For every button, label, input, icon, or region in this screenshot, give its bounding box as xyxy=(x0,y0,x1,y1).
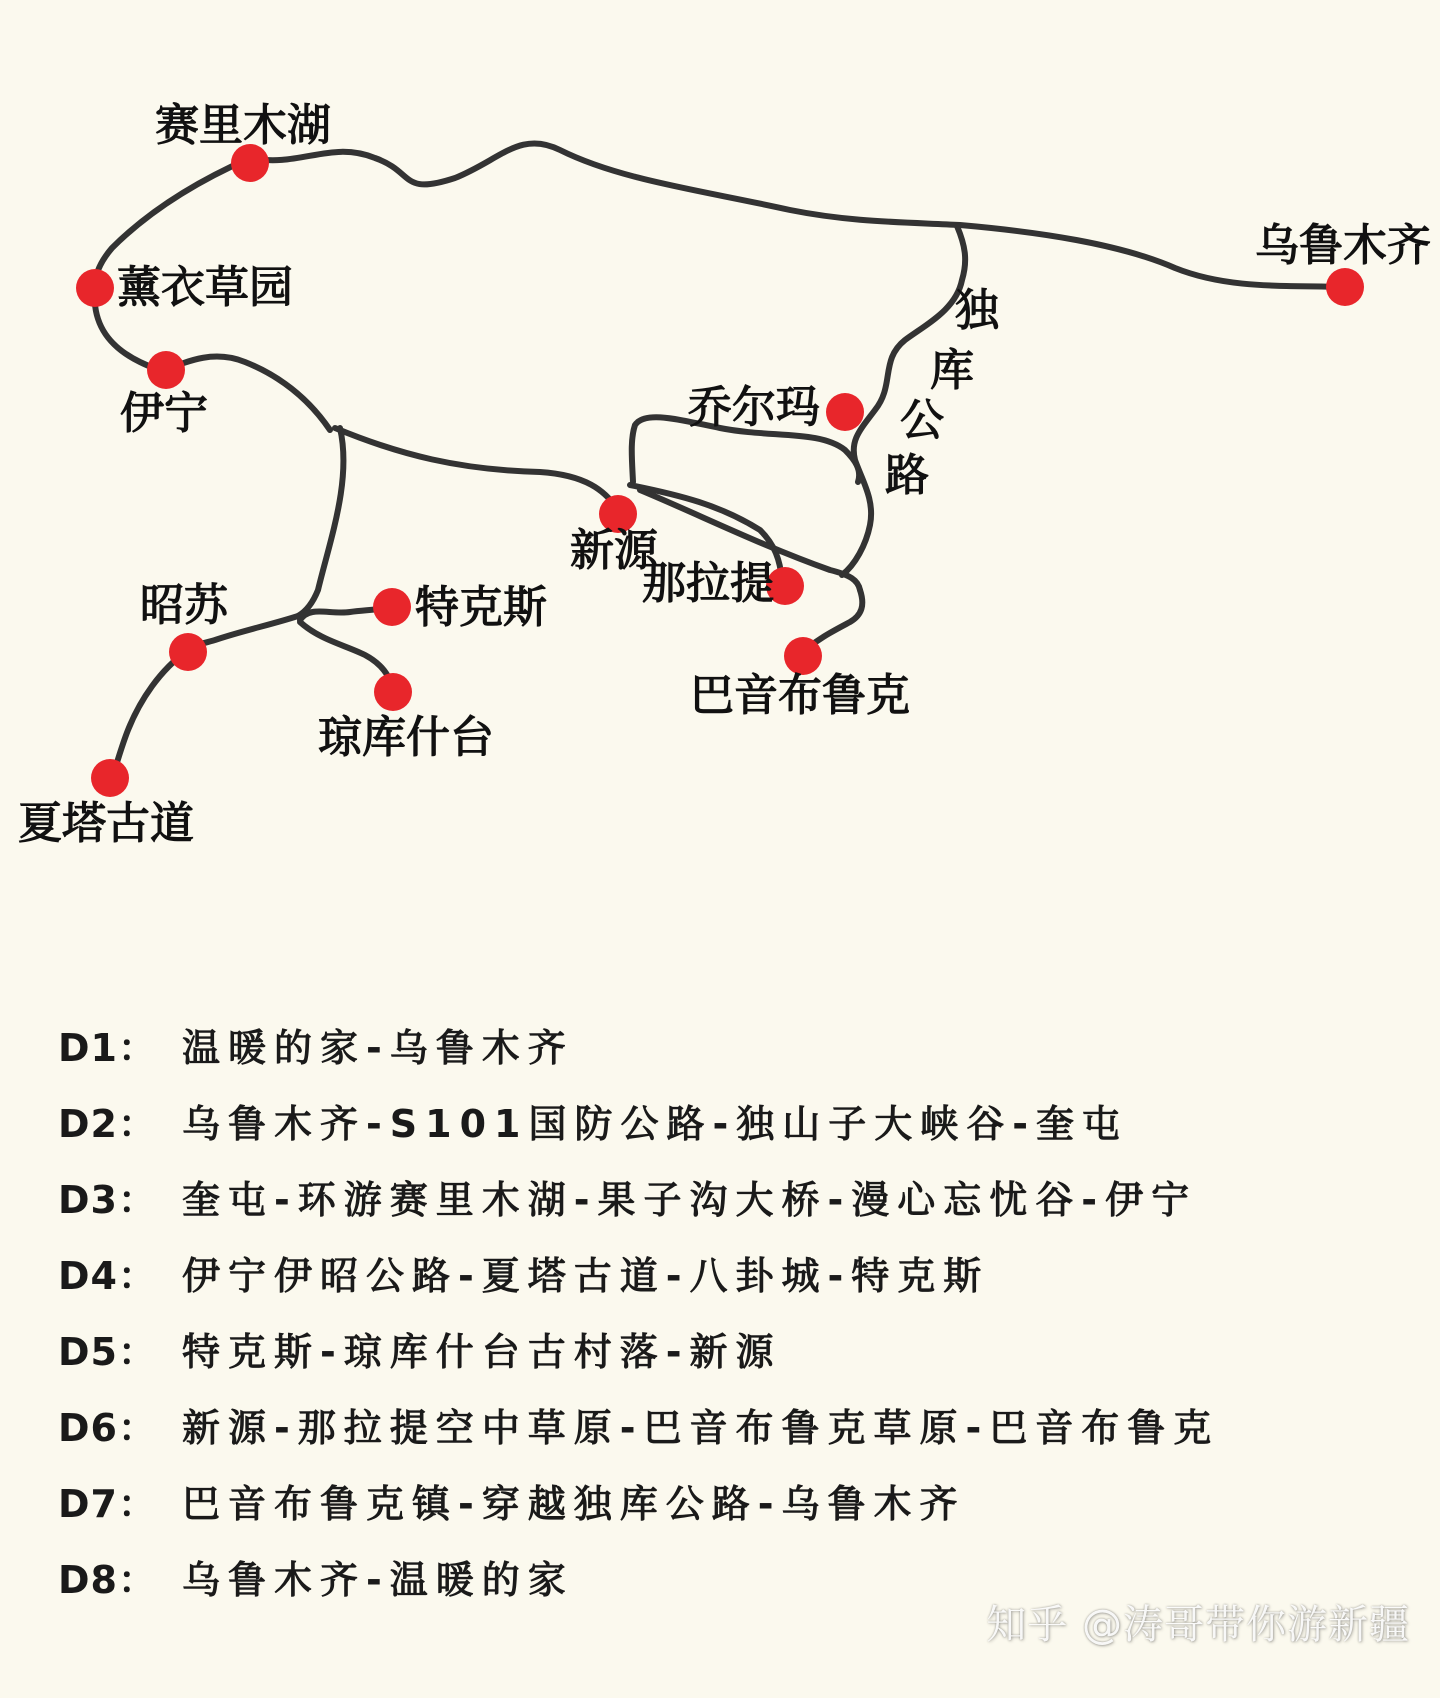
itinerary-day xyxy=(58,1314,1219,1390)
city-label-urumqi: 乌鲁木齐 xyxy=(1255,220,1431,271)
day-separator: ： xyxy=(117,1330,156,1374)
itinerary-day xyxy=(58,1390,1219,1466)
city-label-bayinbuluke: 巴音布鲁克 xyxy=(690,670,910,721)
day-route: 巴音布鲁克镇-穿越独库公路-乌鲁木齐 xyxy=(181,1482,966,1526)
day-code: D6 xyxy=(58,1406,118,1450)
marker-qiongkushitai xyxy=(374,673,412,711)
road-vertical-south xyxy=(298,428,343,616)
city-label-nalati: 那拉提 xyxy=(642,558,774,609)
road-to-xinyuan xyxy=(335,428,618,510)
marker-tekesi xyxy=(373,588,411,626)
itinerary-list xyxy=(58,1010,1219,1618)
day-route: 奎屯-环游赛里木湖-果子沟大桥-漫心忘忧谷-伊宁 xyxy=(181,1178,1198,1222)
itinerary-day xyxy=(58,1238,1219,1314)
city-label-xinyuan: 新源 xyxy=(570,525,658,576)
road-label-char: 独 xyxy=(955,285,999,336)
day-separator: ： xyxy=(117,1558,156,1602)
day-separator: ： xyxy=(117,1026,156,1070)
day-route: 乌鲁木齐-S101国防公路-独山子大峡谷-奎屯 xyxy=(181,1102,1128,1146)
day-code: D1 xyxy=(58,1026,118,1070)
itinerary-day xyxy=(58,1162,1219,1238)
city-label-qiaerma: 乔尔玛 xyxy=(688,382,820,433)
city-label-tekesi: 特克斯 xyxy=(415,582,547,633)
marker-qiaerma xyxy=(826,393,864,431)
city-label-yining: 伊宁 xyxy=(120,388,208,439)
road-label-char: 路 xyxy=(885,450,929,501)
day-separator: ： xyxy=(117,1406,156,1450)
city-label-lavender: 薰衣草园 xyxy=(117,262,293,313)
day-code: D4 xyxy=(58,1254,118,1298)
marker-zhaosu xyxy=(169,633,207,671)
day-route: 伊宁伊昭公路-夏塔古道-八卦城-特克斯 xyxy=(181,1254,990,1298)
marker-yining xyxy=(147,351,185,389)
marker-urumqi xyxy=(1326,268,1364,306)
itinerary-day xyxy=(58,1010,1219,1086)
day-code: D3 xyxy=(58,1178,118,1222)
road-zhaosu-xiata xyxy=(112,650,188,778)
watermark: 知乎 @涛哥带你游新疆 xyxy=(986,1602,1410,1648)
itinerary-day xyxy=(58,1086,1219,1162)
road-north xyxy=(250,143,1345,287)
city-label-qiongkushitai: 琼库什台 xyxy=(318,712,494,763)
road-label-duku xyxy=(885,285,1001,501)
day-code: D7 xyxy=(58,1482,118,1526)
city-label-xiatagudao: 夏塔古道 xyxy=(18,798,194,849)
day-separator: ： xyxy=(117,1178,156,1222)
day-code: D5 xyxy=(58,1330,118,1374)
marker-xiatagudao xyxy=(91,759,129,797)
city-label-zhaosu: 昭苏 xyxy=(140,580,228,631)
marker-lavender xyxy=(76,269,114,307)
day-separator: ： xyxy=(117,1254,156,1298)
road-label-char: 库 xyxy=(930,345,974,396)
day-separator: ： xyxy=(117,1482,156,1526)
day-code: D8 xyxy=(58,1558,118,1602)
day-route: 特克斯-琼库什台古村落-新源 xyxy=(181,1330,782,1374)
city-label-sailimu: 赛里木湖 xyxy=(155,100,331,151)
itinerary-day xyxy=(58,1466,1219,1542)
day-separator: ： xyxy=(117,1102,156,1146)
road-label-char: 公 xyxy=(900,395,944,446)
day-route: 温暖的家-乌鲁木齐 xyxy=(181,1026,574,1070)
day-route: 新源-那拉提空中草原-巴音布鲁克草原-巴音布鲁克 xyxy=(181,1406,1220,1450)
day-route: 乌鲁木齐-温暖的家 xyxy=(181,1558,574,1602)
day-code: D2 xyxy=(58,1102,118,1146)
city-labels xyxy=(18,100,1431,849)
